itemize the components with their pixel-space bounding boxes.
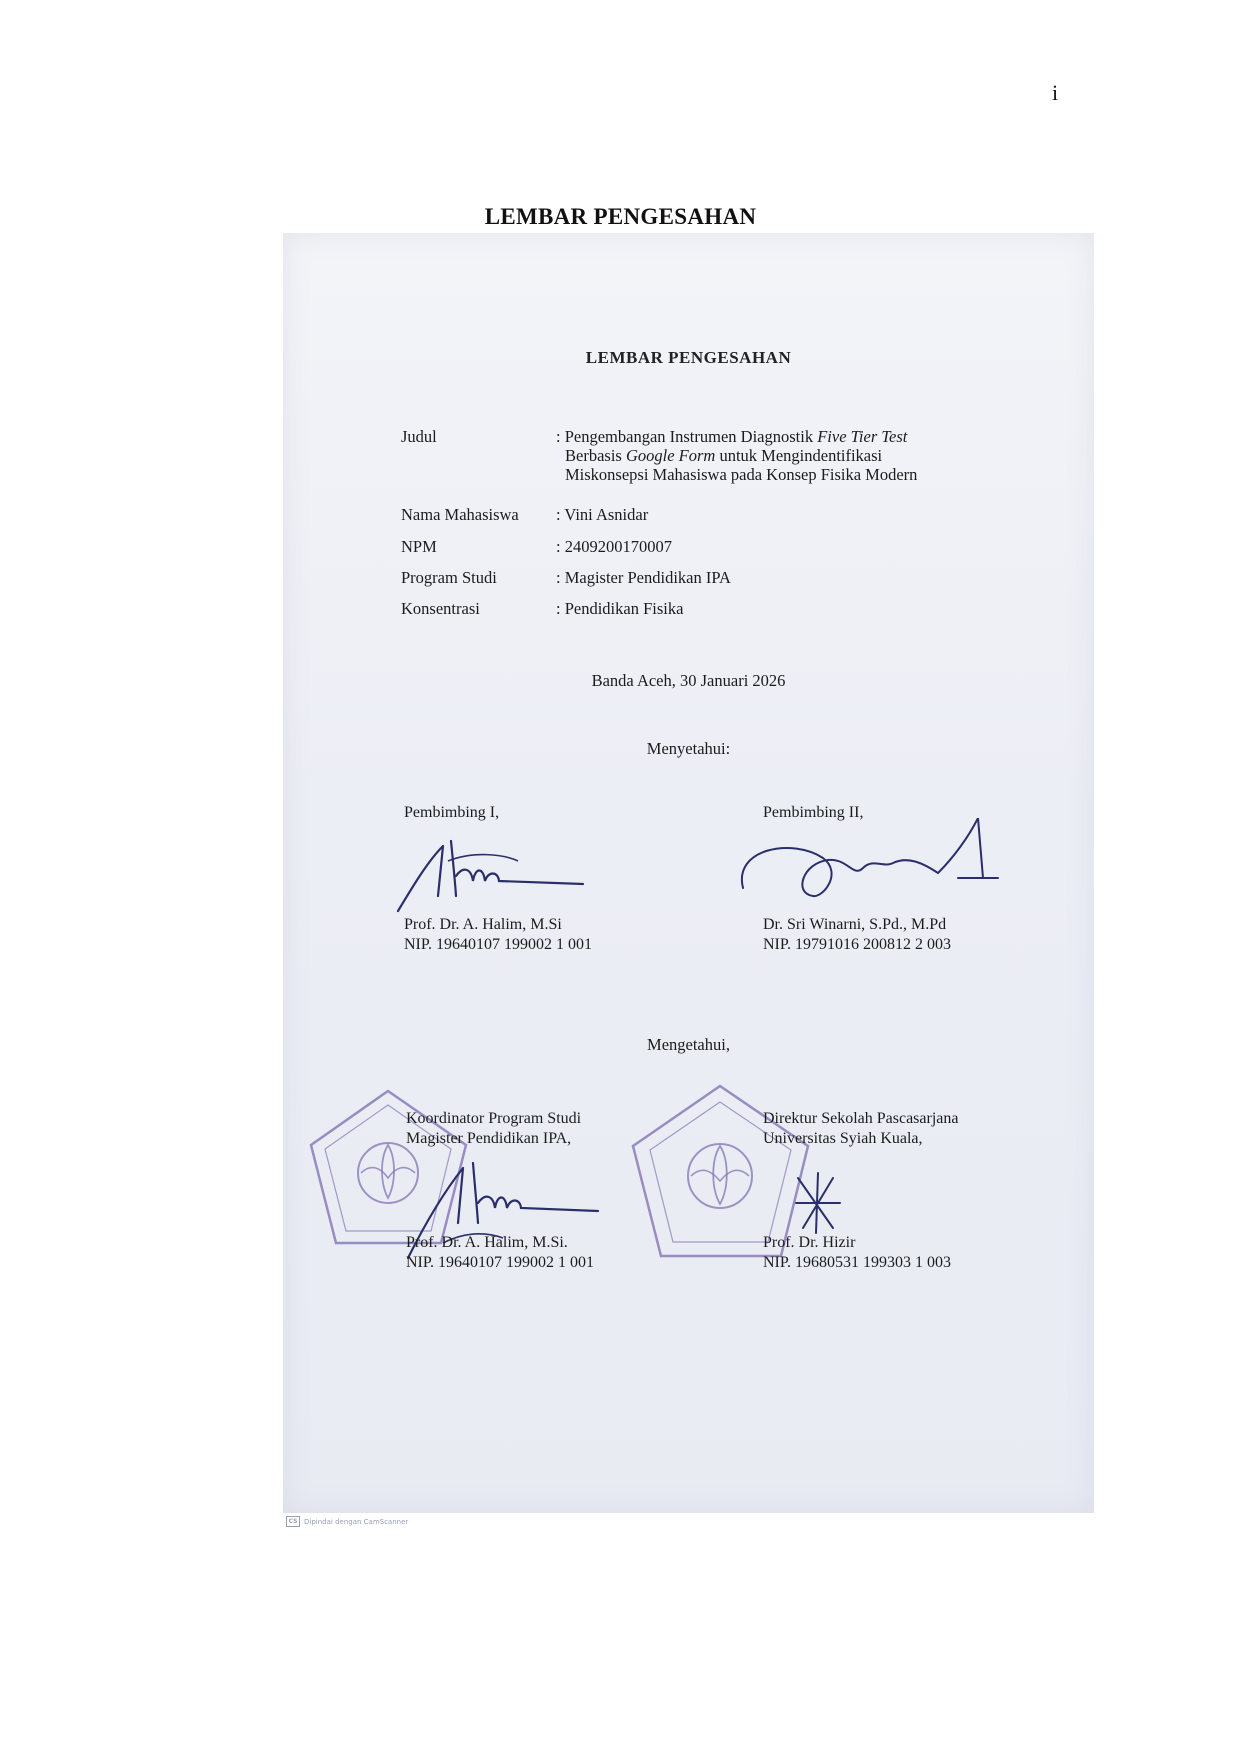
camscanner-text: Dipindai dengan CamScanner — [304, 1517, 409, 1526]
koordinator-sign-block — [406, 1233, 594, 1273]
signature-pembimbing-1 — [393, 836, 593, 916]
camscanner-watermark — [286, 1516, 408, 1527]
pembimbing-2-role: Pembimbing II, — [763, 804, 864, 821]
scanned-approval-sheet — [283, 233, 1094, 1513]
nama-label: Nama Mahasiswa — [401, 505, 519, 524]
pembimbing-2-nip: NIP. 19791016 200812 2 003 — [763, 936, 952, 953]
judul-line-1-italic: Five Tier Test — [817, 427, 908, 446]
direktur-role — [763, 1109, 958, 1149]
mengetahui-label: Mengetahui, — [647, 1035, 730, 1054]
judul-line-1 — [556, 427, 907, 446]
konsentrasi-value: : Pendidikan Fisika — [556, 599, 684, 618]
pembimbing-1-name: Prof. Dr. A. Halim, M.Si — [404, 916, 562, 933]
direktur-role-line-2: Universitas Syiah Kuala, — [763, 1130, 923, 1147]
direktur-nip: NIP. 19680531 199303 1 003 — [763, 1254, 952, 1271]
judul-line-2-suffix: untuk Mengindentifikasi — [715, 446, 883, 465]
direktur-name: Prof. Dr. Hizir — [763, 1234, 856, 1251]
judul-line-1-text: : Pengembangan Instrumen Diagnostik — [556, 427, 818, 446]
judul-label: Judul — [401, 427, 437, 446]
koordinator-nip: NIP. 19640107 199002 1 001 — [406, 1254, 595, 1271]
koordinator-name: Prof. Dr. A. Halim, M.Si. — [406, 1234, 568, 1251]
prodi-label: Program Studi — [401, 568, 497, 587]
signature-pembimbing-2 — [733, 818, 1003, 918]
pembimbing-2-name: Dr. Sri Winarni, S.Pd., M.Pd — [763, 916, 947, 933]
signature-direktur — [788, 1168, 848, 1238]
camscanner-logo-icon: CS — [286, 1516, 300, 1527]
npm-value: : 2409200170007 — [556, 537, 672, 556]
direktur-role-line-1: Direktur Sekolah Pascasarjana — [763, 1110, 959, 1127]
pembimbing-1-sign-block — [404, 915, 592, 955]
npm-label: NPM — [401, 537, 437, 556]
place-date: Banda Aceh, 30 Januari 2026 — [591, 671, 786, 690]
pembimbing-2-sign-block — [763, 915, 951, 955]
judul-line-2 — [565, 446, 882, 465]
koordinator-role — [406, 1109, 581, 1149]
page-number: i — [1052, 80, 1059, 105]
prodi-value: : Magister Pendidikan IPA — [556, 568, 731, 587]
koordinator-role-line-2: Magister Pendidikan IPA, — [406, 1130, 572, 1147]
konsentrasi-label: Konsentrasi — [401, 599, 480, 618]
direktur-sign-block — [763, 1233, 951, 1273]
nama-value: : Vini Asnidar — [556, 505, 649, 524]
pembimbing-1-nip: NIP. 19640107 199002 1 001 — [404, 936, 593, 953]
judul-line-2-italic: Google Form — [625, 446, 716, 465]
page-title: LEMBAR PENGESAHAN — [484, 204, 757, 229]
sheet-title: LEMBAR PENGESAHAN — [585, 348, 792, 367]
judul-line-3: Miskonsepsi Mahasiswa pada Konsep Fisika Modern — [565, 465, 918, 484]
judul-line-2-text: Berbasis — [565, 446, 626, 465]
pembimbing-1-role: Pembimbing I, — [404, 804, 500, 821]
koordinator-role-line-1: Koordinator Program Studi — [406, 1110, 582, 1127]
menyetahui-label: Menyetahui: — [646, 739, 731, 758]
